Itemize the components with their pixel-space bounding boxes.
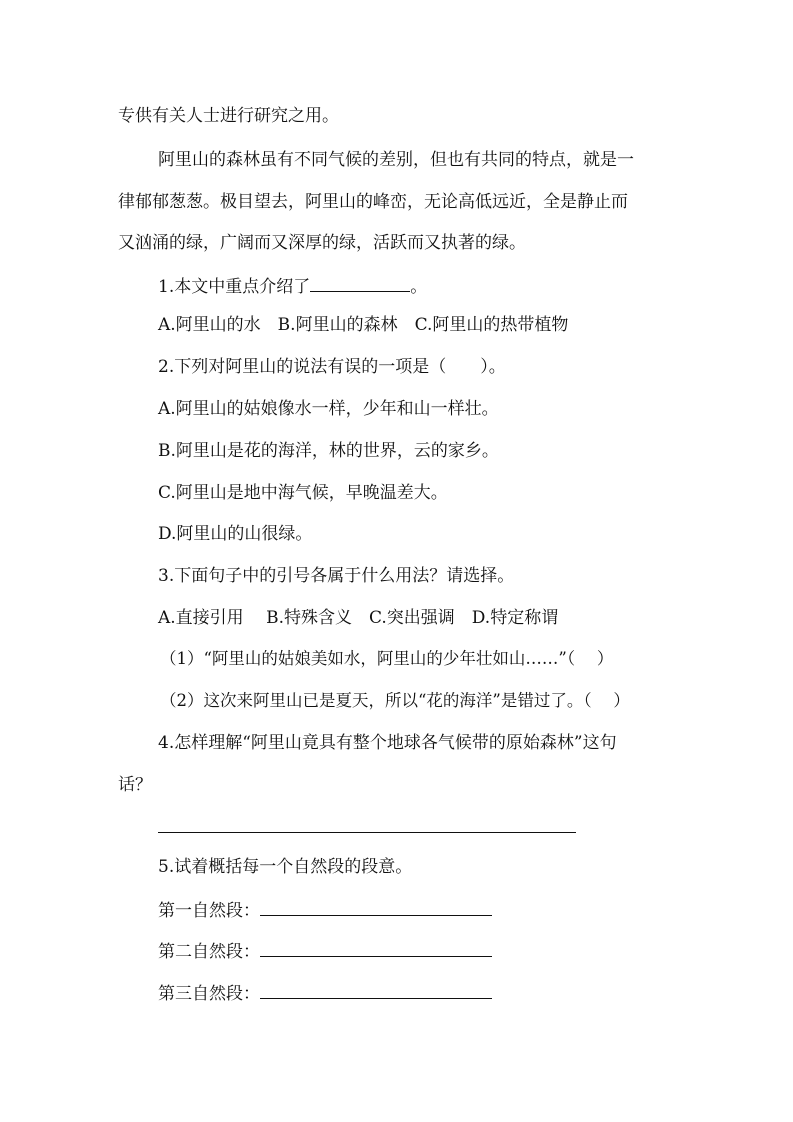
question-1-end: 。 <box>410 277 428 297</box>
passage-line-1: 专供有关人士进行研究之用。 <box>118 106 339 126</box>
question-3-options: A.直接引用 B.特殊含义 C.突出强调 D.特定称谓 <box>158 608 559 628</box>
passage-line-2: 阿里山的森林虽有不同气候的差别，但也有共同的特点，就是一 <box>158 150 634 170</box>
question-3-item-2: （2）这次来阿里山已是夏天，所以“花的海洋”是错过了。（ ） <box>160 691 630 710</box>
question-4-prompt-line-2: 话？ <box>118 775 152 795</box>
question-2-option-d: D.阿里山的山很绿。 <box>158 524 313 544</box>
paragraph-3-label: 第三自然段： <box>158 984 260 1004</box>
question-5-prompt: 5.试着概括每一个自然段的段意。 <box>158 857 413 877</box>
question-2-option-b: B.阿里山是花的海洋，林的世界，云的家乡。 <box>158 441 499 461</box>
question-1-prompt: 1.本文中重点介绍了 <box>158 277 311 297</box>
question-4-answer-line[interactable] <box>158 832 576 833</box>
passage-line-3: 律郁郁葱葱。极目望去，阿里山的峰峦，无论高低远近，全是静止而 <box>118 192 628 212</box>
passage-line-4: 又汹涌的绿，广阔而又深厚的绿，活跃而又执著的绿。 <box>118 233 526 253</box>
paragraph-3-answer-line[interactable] <box>260 980 492 999</box>
question-1 <box>158 273 427 299</box>
question-2-prompt: 2.下列对阿里山的说法有误的一项是（ ）。 <box>158 357 506 377</box>
question-1-options: A.阿里山的水 B.阿里山的森林 C.阿里山的热带植物 <box>158 315 569 335</box>
question-5-paragraph-2 <box>158 938 492 964</box>
question-1-answer-blank[interactable] <box>310 273 410 292</box>
question-5-paragraph-1 <box>158 897 492 923</box>
question-4-prompt-line-1: 4.怎样理解“阿里山竟具有整个地球各气候带的原始森林”这句 <box>158 733 617 753</box>
question-2-option-c: C.阿里山是地中海气候，早晚温差大。 <box>158 483 448 503</box>
question-3-prompt: 3.下面句子中的引号各属于什么用法？请选择。 <box>158 566 515 586</box>
question-2-option-a: A.阿里山的姑娘像水一样，少年和山一样壮。 <box>158 399 499 419</box>
paragraph-1-answer-line[interactable] <box>260 897 492 916</box>
question-5-paragraph-3 <box>158 980 492 1006</box>
question-3-item-1: （1）“阿里山的姑娘美如水，阿里山的少年壮如山……”（ ） <box>160 649 614 668</box>
paragraph-2-label: 第二自然段： <box>158 942 260 962</box>
paragraph-2-answer-line[interactable] <box>260 938 492 957</box>
paragraph-1-label: 第一自然段： <box>158 901 260 921</box>
